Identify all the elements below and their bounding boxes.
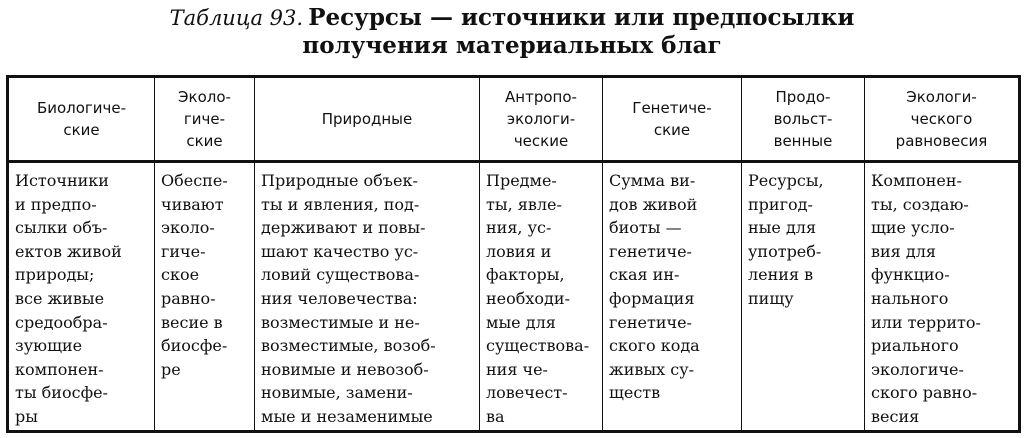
cell-genetic: Сумма ви- дов живой биоты — генетиче- ская ин- формация генетиче- ского кода живых су- ществ	[603, 162, 742, 432]
title-text-line-2: получения материальных благ	[302, 32, 722, 59]
title-text-line-1: Ресурсы — источники или предпосылки	[308, 4, 855, 31]
column-header-biological: Биологиче- ские	[8, 77, 155, 162]
column-header-anthropoecological: Антропо- экологи- ческие	[480, 77, 603, 162]
column-header-natural: Природные	[255, 77, 480, 162]
table-row	[8, 162, 1020, 432]
header-row	[8, 77, 1020, 162]
cell-natural: Природные объек- ты и явления, под- держивают и повы- шают качество ус- ловий существова- ния человечества: возместимые и не- возместимые, возоб- новимые и невозоб- новимые, замени- мые и незаменимые	[255, 162, 480, 432]
cell-anthropoecological: Предме- ты, явле- ния, ус- ловия и факторы, необходи- мые для существова- ния че- ловечест- ва	[480, 162, 603, 432]
cell-ecological-balance: Компонен- ты, создаю- щие усло- вия для функцио- нального или террито- риального экологиче- ского равно- весия	[865, 162, 1020, 432]
title-line-1	[0, 4, 1024, 31]
table-title	[0, 0, 1024, 64]
cell-biological: Источники и предпо- сылки объ- ектов живой природы; все живые средообра- зующие компонен- ты биосфе- ры	[8, 162, 155, 432]
column-header-genetic: Генетиче- ские	[603, 77, 742, 162]
title-line-2	[0, 32, 1024, 59]
table-number-label: Таблица 93.	[169, 6, 304, 30]
column-header-food: Продо- вольст- венные	[742, 77, 865, 162]
cell-ecological: Обеспе- чивают эколо- гиче- ское равно- весие в биосфе- ре	[155, 162, 255, 432]
cell-food: Ресурсы, пригод- ные для употреб- ления в пищу	[742, 162, 865, 432]
column-header-ecological-balance: Экологи- ческого равновесия	[865, 77, 1020, 162]
column-header-ecological: Эколо- гиче- ские	[155, 77, 255, 162]
resources-table	[6, 75, 1021, 433]
